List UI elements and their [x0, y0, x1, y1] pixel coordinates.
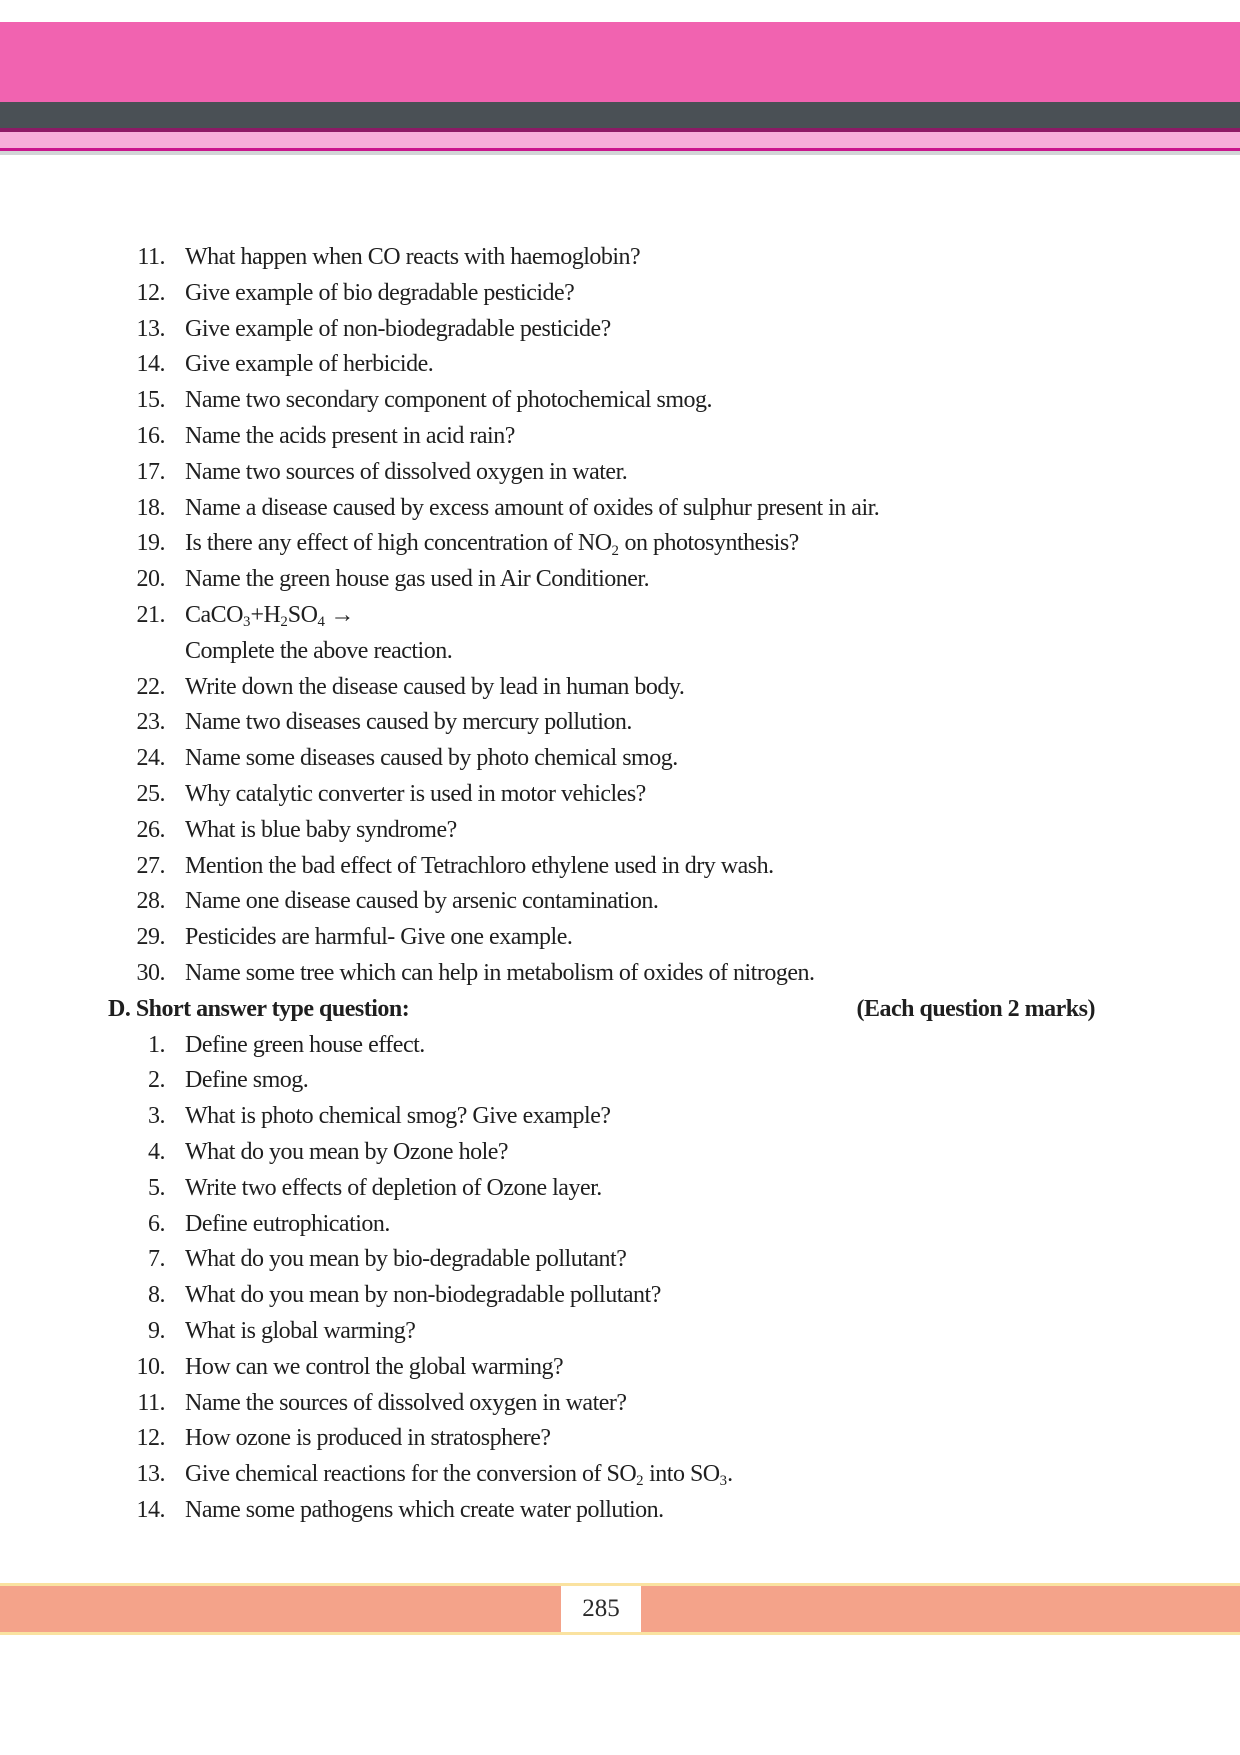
question-text: Name one disease caused by arsenic contamination.	[185, 888, 659, 915]
question-text: Define eutrophication.	[185, 1210, 390, 1237]
question-number: 9.	[148, 1317, 165, 1344]
question-number: 21.	[136, 601, 165, 628]
question-row	[0, 1278, 1240, 1314]
question-row	[0, 491, 1240, 527]
question-row	[0, 1099, 1240, 1135]
question-row	[0, 1207, 1240, 1243]
question-number: 6.	[148, 1210, 165, 1237]
question-text: Name two sources of dissolved oxygen in water.	[185, 458, 628, 485]
question-text: Name two secondary component of photochemical smog.	[185, 387, 713, 414]
question-text: Name two diseases caused by mercury pollution.	[185, 709, 632, 736]
question-row	[0, 383, 1240, 419]
question-text: Name the acids present in acid rain?	[185, 422, 515, 449]
question-text: $CaCO_3+H_2SO_4$ →	[185, 601, 354, 631]
question-number: 12.	[136, 1425, 165, 1452]
question-row	[0, 419, 1240, 455]
question-text: Complete the above reaction.	[185, 637, 453, 664]
question-row	[0, 347, 1240, 383]
question-number: 7.	[148, 1246, 165, 1273]
section-d-heading: D. Short answer type question:	[108, 995, 410, 1022]
question-row	[0, 312, 1240, 348]
question-row	[0, 1063, 1240, 1099]
question-text: How can we control the global warming?	[185, 1353, 564, 1380]
question-text: Name the green house gas used in Air Conditioner.	[185, 566, 650, 593]
question-number: 23.	[136, 709, 165, 736]
section-d-questions	[0, 1028, 1240, 1529]
question-row	[0, 276, 1240, 312]
footer-bar	[0, 1583, 1240, 1635]
header-light-pink-band	[0, 132, 1240, 148]
question-row	[0, 777, 1240, 813]
question-row	[0, 1386, 1240, 1422]
question-row	[0, 1314, 1240, 1350]
header-pink-band	[0, 22, 1240, 102]
question-text: Give example of bio degradable pesticide?	[185, 279, 575, 306]
question-text: Is there any effect of high concentration of $NO_2$ on photosynthesis?	[185, 530, 799, 559]
question-text: Write two effects of depletion of Ozone layer.	[185, 1174, 602, 1201]
question-row	[0, 455, 1240, 491]
question-number: 16.	[136, 422, 165, 449]
question-number: 19.	[136, 530, 165, 557]
question-row	[0, 884, 1240, 920]
question-row	[0, 598, 1240, 634]
question-row	[0, 956, 1240, 992]
question-text: What is global warming?	[185, 1317, 416, 1344]
question-row	[0, 1493, 1240, 1529]
question-text: Why catalytic converter is used in motor vehicles?	[185, 780, 646, 807]
question-number: 18.	[136, 494, 165, 521]
question-number: 22.	[136, 673, 165, 700]
question-text: Give example of non-biodegradable pesticide?	[185, 315, 611, 342]
question-number: 4.	[148, 1138, 165, 1165]
question-text: Name a disease caused by excess amount of oxides of sulphur present in air.	[185, 494, 880, 521]
question-number: 8.	[148, 1282, 165, 1309]
question-number: 14.	[136, 1496, 165, 1523]
question-list	[0, 240, 1240, 1529]
question-row-continuation	[0, 634, 1240, 670]
question-row	[0, 562, 1240, 598]
question-row	[0, 1421, 1240, 1457]
question-text: What do you mean by non-biodegradable pollutant?	[185, 1282, 661, 1309]
question-row	[0, 705, 1240, 741]
question-number: 20.	[136, 566, 165, 593]
question-row	[0, 1171, 1240, 1207]
question-text: Define green house effect.	[185, 1031, 425, 1058]
question-number: 24.	[136, 745, 165, 772]
question-number: 11.	[137, 1389, 165, 1416]
question-number: 12.	[136, 279, 165, 306]
question-number: 25.	[136, 780, 165, 807]
question-row	[0, 1028, 1240, 1064]
question-text: What do you mean by bio-degradable pollutant?	[185, 1246, 627, 1273]
question-row	[0, 741, 1240, 777]
question-text: How ozone is produced in stratosphere?	[185, 1425, 551, 1452]
question-row	[0, 1242, 1240, 1278]
question-text: Pesticides are harmful- Give one example.	[185, 924, 573, 951]
question-number: 26.	[136, 816, 165, 843]
question-number: 1.	[148, 1031, 165, 1058]
question-number: 13.	[136, 1461, 165, 1488]
question-row	[0, 526, 1240, 562]
question-number: 5.	[148, 1174, 165, 1201]
header-dark-gray-band	[0, 102, 1240, 128]
question-row	[0, 1135, 1240, 1171]
question-row	[0, 813, 1240, 849]
question-number: 17.	[136, 458, 165, 485]
section-c-questions	[0, 240, 1240, 992]
question-row	[0, 670, 1240, 706]
question-number: 3.	[148, 1103, 165, 1130]
question-row	[0, 849, 1240, 885]
question-text: Name some tree which can help in metabolism of oxides of nitrogen.	[185, 959, 815, 986]
question-text: Give example of herbicide.	[185, 351, 434, 378]
question-text: Mention the bad effect of Tetrachloro ethylene used in dry wash.	[185, 852, 774, 879]
section-d-marks-note: (Each question 2 marks)	[856, 995, 1095, 1022]
question-row	[0, 1457, 1240, 1493]
question-number: 27.	[136, 852, 165, 879]
question-number: 11.	[137, 244, 165, 270]
question-number: 30.	[136, 959, 165, 986]
question-number: 10.	[136, 1353, 165, 1380]
question-text: Name some diseases caused by photo chemical smog.	[185, 745, 678, 772]
question-text: What is photo chemical smog? Give example?	[185, 1103, 611, 1130]
question-number: 13.	[136, 315, 165, 342]
question-row	[0, 920, 1240, 956]
question-text: What do you mean by Ozone hole?	[185, 1138, 509, 1165]
question-number: 28.	[136, 888, 165, 915]
question-number: 14.	[136, 351, 165, 378]
question-text: What happen when CO reacts with haemoglobin?	[185, 244, 641, 270]
question-number: 29.	[136, 924, 165, 951]
question-text: What is blue baby syndrome?	[185, 816, 457, 843]
question-text: Name some pathogens which create water pollution.	[185, 1496, 664, 1523]
question-row	[0, 1350, 1240, 1386]
question-text: Give chemical reactions for the conversion of $SO_2$ into $SO_3$.	[185, 1461, 733, 1490]
section-d-heading-row	[0, 992, 1240, 1028]
header-gray-rule	[0, 151, 1240, 155]
page-number: 285	[561, 1586, 641, 1632]
question-number: 2.	[148, 1067, 165, 1094]
question-text: Name the sources of dissolved oxygen in water?	[185, 1389, 627, 1416]
question-row	[0, 240, 1240, 276]
question-number: 15.	[136, 387, 165, 414]
question-text: Define smog.	[185, 1067, 309, 1094]
question-text: Write down the disease caused by lead in human body.	[185, 673, 685, 700]
